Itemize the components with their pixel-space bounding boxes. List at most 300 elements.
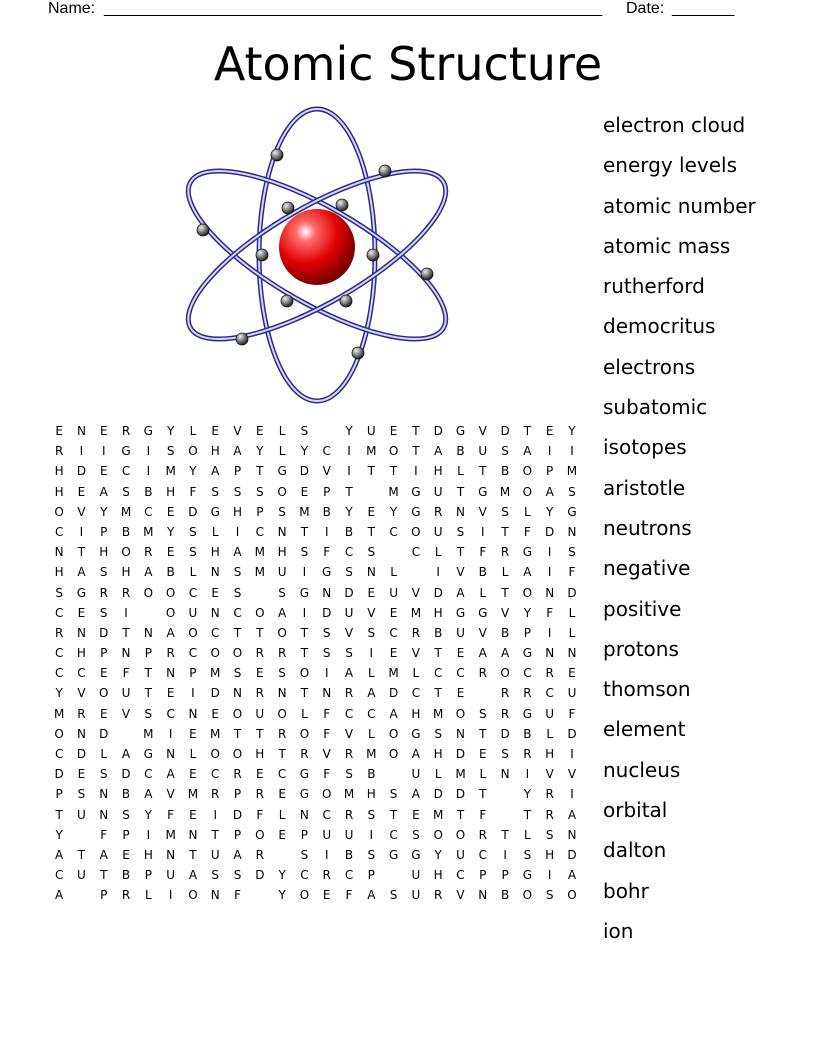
grid-cell: E xyxy=(189,767,197,782)
grid-cell: U xyxy=(277,565,287,580)
grid-cell: E xyxy=(211,706,220,721)
grid-cell: S xyxy=(278,585,286,600)
word-list-item: energy levels xyxy=(603,153,738,178)
grid-cell: I xyxy=(369,646,374,661)
grid-cell: N xyxy=(567,524,577,539)
grid-cell: S xyxy=(412,827,420,842)
grid-cell: I xyxy=(369,827,374,842)
grid-cell: H xyxy=(255,747,265,761)
grid-cell: N xyxy=(366,565,376,580)
grid-cell: E xyxy=(166,545,175,560)
grid-cell: I xyxy=(481,524,485,539)
grid-cell: D xyxy=(188,504,198,519)
grid-cell: A xyxy=(389,706,398,721)
grid-cell: S xyxy=(233,484,242,499)
grid-cell: S xyxy=(367,545,376,560)
grid-cell: L xyxy=(568,625,576,640)
grid-cell: H xyxy=(411,706,421,721)
grid-cell: C xyxy=(54,646,64,661)
grid-cell: T xyxy=(100,868,108,883)
grid-cell: U xyxy=(433,484,443,499)
grid-cell: C xyxy=(188,585,198,600)
grid-cell: H xyxy=(545,847,555,862)
grid-cell: V xyxy=(121,706,131,721)
grid-cell: O xyxy=(522,484,533,499)
grid-cell: Y xyxy=(144,807,152,822)
grid-cell: R xyxy=(545,666,554,681)
grid-cell: T xyxy=(479,464,487,479)
grid-cell: P xyxy=(122,827,130,842)
grid-cell: O xyxy=(455,706,466,721)
word-list-item: negative xyxy=(603,556,691,581)
grid-cell: I xyxy=(146,464,151,479)
grid-cell: R xyxy=(500,686,510,701)
grid-cell: I xyxy=(191,686,195,701)
grid-cell: M xyxy=(210,666,221,681)
grid-cell: O xyxy=(321,787,332,802)
grid-cell: L xyxy=(189,424,197,438)
grid-cell: R xyxy=(411,625,421,640)
grid-cell: R xyxy=(500,545,510,560)
grid-cell: Y xyxy=(55,827,63,842)
grid-cell: M xyxy=(120,504,132,519)
grid-cell: N xyxy=(233,686,243,701)
grid-cell: L xyxy=(546,726,554,741)
grid-cell: R xyxy=(255,787,264,802)
grid-cell: L xyxy=(524,504,531,519)
grid-cell: F xyxy=(546,605,554,620)
word-list-item: nucleus xyxy=(603,757,681,782)
grid-cell: E xyxy=(389,424,398,438)
grid-cell: C xyxy=(545,686,554,701)
grid-cell: T xyxy=(55,807,63,822)
grid-cell xyxy=(494,784,516,804)
grid-cell: U xyxy=(188,605,198,620)
grid-cell: L xyxy=(278,807,286,822)
grid-cell: M xyxy=(165,827,176,842)
grid-cell: S xyxy=(322,646,331,661)
grid-cell: I xyxy=(79,444,84,459)
grid-cell: F xyxy=(323,726,331,741)
grid-cell: N xyxy=(210,888,220,903)
grid-cell: I xyxy=(547,545,552,560)
grid-cell: A xyxy=(55,847,64,862)
grid-cell: R xyxy=(255,686,264,701)
grid-cell: P xyxy=(144,868,152,883)
grid-cell: T xyxy=(523,424,532,438)
grid-cell: E xyxy=(478,747,487,761)
grid-cell: F xyxy=(100,827,108,842)
grid-cell: C xyxy=(54,747,64,761)
grid-cell: Y xyxy=(55,686,63,701)
grid-cell: Y xyxy=(278,868,286,883)
grid-cell: R xyxy=(478,827,487,842)
grid-cell: E xyxy=(99,666,108,681)
grid-cell: L xyxy=(278,444,286,459)
word-list-item: bohr xyxy=(603,878,649,903)
grid-cell: S xyxy=(345,767,353,782)
grid-cell: C xyxy=(411,686,421,701)
grid-cell: V xyxy=(77,686,86,701)
grid-cell: U xyxy=(411,767,421,782)
grid-cell: I xyxy=(324,847,329,862)
grid-cell: H xyxy=(54,464,64,479)
grid-cell: F xyxy=(568,706,576,721)
grid-cell: Y xyxy=(256,444,264,459)
grid-cell: U xyxy=(210,847,220,862)
grid-cell: A xyxy=(456,585,465,600)
grid-cell: T xyxy=(300,625,309,640)
grid-cell: D xyxy=(99,726,109,741)
grid-cell: I xyxy=(570,747,574,761)
grid-cell: C xyxy=(411,545,421,560)
grid-cell: S xyxy=(345,565,353,580)
grid-cell: S xyxy=(367,625,376,640)
grid-cell: E xyxy=(189,726,197,741)
word-list-item: isotopes xyxy=(603,435,687,460)
grid-cell: O xyxy=(165,605,176,620)
grid-cell: F xyxy=(122,666,130,681)
grid-cell: M xyxy=(433,807,444,822)
header xyxy=(48,0,748,20)
grid-cell: E xyxy=(545,424,554,438)
word-list-item: democritus xyxy=(603,314,716,339)
grid-cell: E xyxy=(166,504,175,519)
grid-cell: S xyxy=(55,585,63,600)
grid-cell: T xyxy=(434,646,442,661)
grid-cell: F xyxy=(189,484,197,499)
grid-cell: A xyxy=(434,444,443,459)
grid-cell: Y xyxy=(345,504,353,519)
grid-cell: G xyxy=(299,585,310,600)
grid-cell: E xyxy=(77,767,86,782)
grid-cell: H xyxy=(277,545,287,560)
grid-cell: M xyxy=(499,484,511,499)
grid-cell: D xyxy=(433,424,443,438)
grid-cell: P xyxy=(367,868,375,883)
grid-cell: U xyxy=(121,686,131,701)
grid-cell: T xyxy=(456,807,465,822)
grid-cell: T xyxy=(122,625,130,640)
electron-icon xyxy=(352,347,364,359)
grid-cell: P xyxy=(300,827,309,842)
grid-cell: Y xyxy=(166,524,175,539)
grid-cell: D xyxy=(500,424,510,438)
grid-cell: G xyxy=(411,484,421,499)
nucleus-sphere xyxy=(279,209,355,285)
grid-cell: T xyxy=(300,646,309,661)
grid-cell: E xyxy=(77,484,86,499)
grid-cell: C xyxy=(478,847,487,862)
grid-cell: N xyxy=(322,686,332,701)
grid-cell: I xyxy=(124,605,128,620)
grid-cell: S xyxy=(389,888,398,903)
grid-cell: P xyxy=(523,625,531,640)
grid-cell: U xyxy=(389,585,398,600)
grid-cell: D xyxy=(567,585,577,600)
grid-cell: S xyxy=(300,545,309,560)
grid-cell: F xyxy=(523,524,531,539)
grid-cell: F xyxy=(479,545,487,560)
grid-cell: S xyxy=(278,666,286,681)
grid-cell: I xyxy=(547,868,552,883)
grid-cell: P xyxy=(55,787,63,802)
grid-cell: Y xyxy=(278,888,286,903)
grid-cell: T xyxy=(300,686,309,701)
grid-cell: P xyxy=(189,666,197,681)
grid-cell: B xyxy=(367,767,376,782)
grid-cell: U xyxy=(411,868,421,883)
name-line: ________________________________________________________ xyxy=(104,0,603,17)
grid-cell: C xyxy=(233,605,242,620)
grid-cell: T xyxy=(300,524,309,539)
grid-cell: S xyxy=(456,524,465,539)
grid-cell: C xyxy=(121,464,131,479)
grid-cell: S xyxy=(501,444,509,459)
grid-cell: E xyxy=(211,424,220,438)
grid-cell: R xyxy=(121,888,131,903)
grid-cell: V xyxy=(322,747,331,761)
grid-cell: G xyxy=(277,464,287,479)
grid-cell: R xyxy=(478,666,487,681)
word-search-grid xyxy=(48,421,583,906)
grid-cell: M xyxy=(254,565,265,580)
grid-cell: B xyxy=(121,868,131,883)
grid-cell: A xyxy=(478,646,487,661)
grid-cell: T xyxy=(456,484,465,499)
grid-cell: I xyxy=(101,444,106,459)
grid-cell: A xyxy=(411,747,420,761)
grid-cell: A xyxy=(523,565,532,580)
grid-cell: L xyxy=(479,767,487,782)
grid-cell: S xyxy=(233,585,242,600)
grid-cell: T xyxy=(77,847,86,862)
grid-cell: S xyxy=(99,767,108,782)
grid-cell: R xyxy=(277,726,287,741)
grid-cell: S xyxy=(389,787,398,802)
grid-cell: H xyxy=(433,868,443,883)
grid-cell: R xyxy=(77,706,86,721)
date-label: Date: xyxy=(626,0,665,17)
grid-cell xyxy=(494,805,516,825)
grid-cell: H xyxy=(121,565,131,580)
grid-cell: I xyxy=(168,726,173,741)
grid-cell: T xyxy=(144,666,152,681)
grid-cell: N xyxy=(545,646,555,661)
grid-cell: N xyxy=(299,807,309,822)
grid-cell: I xyxy=(570,787,574,802)
grid-cell: T xyxy=(233,726,242,741)
grid-cell: R xyxy=(500,706,510,721)
grid-cell: U xyxy=(456,625,465,640)
grid-cell: S xyxy=(545,827,554,842)
grid-cell: R xyxy=(545,787,554,802)
grid-cell: S xyxy=(122,484,130,499)
grid-cell: F xyxy=(256,807,264,822)
grid-cell: M xyxy=(187,787,199,802)
grid-cell: L xyxy=(301,706,308,721)
grid-cell: D xyxy=(433,585,443,600)
grid-cell: O xyxy=(277,625,287,640)
grid-cell: S xyxy=(545,888,554,903)
electron-icon xyxy=(197,224,209,236)
grid-cell: P xyxy=(100,646,108,661)
grid-cell: C xyxy=(277,767,287,782)
grid-cell: G xyxy=(478,605,488,620)
grid-cell: F xyxy=(323,706,331,721)
grid-cell: A xyxy=(233,444,242,459)
grid-cell: Y xyxy=(300,444,309,459)
grid-cell xyxy=(70,885,92,905)
grid-cell: R xyxy=(99,585,108,600)
grid-cell: D xyxy=(455,787,466,802)
word-list-item: electron cloud xyxy=(603,113,746,137)
grid-cell: U xyxy=(366,424,376,438)
word-list xyxy=(603,108,803,954)
grid-cell: B xyxy=(500,888,510,903)
grid-cell: A xyxy=(411,787,420,802)
grid-cell: L xyxy=(479,585,487,600)
grid-cell: L xyxy=(100,747,108,761)
grid-cell: R xyxy=(322,868,331,883)
grid-cell: V xyxy=(411,646,420,661)
grid-cell: N xyxy=(478,888,488,903)
grid-cell: C xyxy=(54,605,64,620)
grid-cell: O xyxy=(255,827,265,842)
grid-cell: S xyxy=(367,807,376,822)
electron-icon xyxy=(421,268,433,280)
grid-cell: H xyxy=(433,464,443,479)
grid-cell: U xyxy=(77,868,86,883)
grid-cell: A xyxy=(188,868,198,883)
grid-cell: P xyxy=(501,868,509,883)
grid-cell: D xyxy=(500,726,510,741)
grid-cell: I xyxy=(146,827,151,842)
grid-cell: I xyxy=(547,565,552,580)
grid-cell: U xyxy=(456,847,465,862)
grid-cell: A xyxy=(567,807,577,822)
grid-cell: T xyxy=(256,726,264,741)
grid-cell: B xyxy=(500,625,510,640)
grid-cell: C xyxy=(322,444,331,459)
grid-cell: C xyxy=(54,524,64,539)
grid-cell: P xyxy=(100,888,108,903)
grid-cell: I xyxy=(324,666,329,681)
grid-cell: Y xyxy=(523,787,532,802)
grid-cell: F xyxy=(323,767,331,782)
grid-cell: R xyxy=(233,767,242,782)
grid-cell: S xyxy=(166,444,175,459)
grid-cell: N xyxy=(210,605,220,620)
grid-cell: R xyxy=(121,424,131,438)
date-line: _______ xyxy=(672,0,735,17)
grid-cell: R xyxy=(434,888,443,903)
grid-cell: E xyxy=(278,787,286,802)
word-list-item: subatomic xyxy=(603,395,708,420)
grid-cell: N xyxy=(188,706,198,721)
grid-cell: E xyxy=(166,686,175,701)
grid-cell: L xyxy=(189,747,197,761)
grid-cell: C xyxy=(54,868,64,883)
grid-cell: D xyxy=(388,686,399,701)
grid-cell: H xyxy=(366,787,376,802)
grid-cell: O xyxy=(232,747,243,761)
grid-cell: E xyxy=(99,464,108,479)
grid-cell: A xyxy=(344,666,354,681)
grid-cell: G xyxy=(299,787,310,802)
grid-cell: E xyxy=(456,686,465,701)
grid-cell: V xyxy=(456,888,465,903)
grid-cell: S xyxy=(99,565,108,580)
grid-cell: R xyxy=(545,807,554,822)
grid-cell: U xyxy=(545,706,555,721)
grid-cell: E xyxy=(278,827,286,842)
grid-cell: M xyxy=(210,726,221,741)
grid-cell: S xyxy=(322,625,331,640)
grid-cell: N xyxy=(54,545,64,560)
grid-cell: O xyxy=(522,585,533,600)
grid-cell: I xyxy=(525,767,530,782)
grid-cell: P xyxy=(256,504,264,519)
grid-cell: O xyxy=(299,666,310,681)
grid-cell: G xyxy=(411,504,421,519)
grid-cell: L xyxy=(457,464,464,479)
grid-cell: I xyxy=(302,565,307,580)
grid-cell: L xyxy=(568,605,576,620)
grid-cell: O xyxy=(99,686,109,701)
grid-cell: F xyxy=(345,888,353,903)
grid-cell: V xyxy=(411,585,420,600)
grid-cell: Y xyxy=(434,847,442,862)
grid-cell: G xyxy=(121,444,131,459)
grid-cell: N xyxy=(121,646,131,661)
grid-cell: U xyxy=(433,524,443,539)
grid-cell: F xyxy=(479,807,487,822)
grid-cell: O xyxy=(54,504,64,519)
grid-cell: E xyxy=(367,504,376,519)
grid-cell: A xyxy=(55,888,64,903)
grid-cell: H xyxy=(210,545,220,560)
grid-cell: T xyxy=(456,545,465,560)
grid-cell: D xyxy=(76,747,87,761)
name-label: Name: xyxy=(48,0,96,17)
grid-cell: O xyxy=(433,827,443,842)
grid-cell: E xyxy=(99,706,108,721)
electron-icon xyxy=(282,202,294,214)
grid-cell: R xyxy=(255,646,264,661)
grid-cell: V xyxy=(77,504,86,519)
grid-cell: N xyxy=(456,504,465,519)
grid-cell: A xyxy=(99,484,108,499)
grid-cell: O xyxy=(388,747,399,761)
grid-cell: T xyxy=(389,807,398,822)
grid-cell: B xyxy=(344,847,354,862)
grid-cell: D xyxy=(255,868,265,883)
grid-cell: T xyxy=(523,807,532,822)
grid-cell: T xyxy=(345,484,353,499)
grid-cell: O xyxy=(210,747,220,761)
grid-cell: C xyxy=(344,545,354,560)
grid-cell xyxy=(360,482,382,502)
electron-icon xyxy=(271,149,283,161)
grid-cell: H xyxy=(166,484,176,499)
grid-cell: L xyxy=(144,888,152,903)
grid-cell: C xyxy=(77,666,86,681)
grid-cell: G xyxy=(143,747,153,761)
grid-cell: A xyxy=(367,686,376,701)
grid-cell: G xyxy=(455,424,466,438)
grid-cell: R xyxy=(211,787,220,802)
